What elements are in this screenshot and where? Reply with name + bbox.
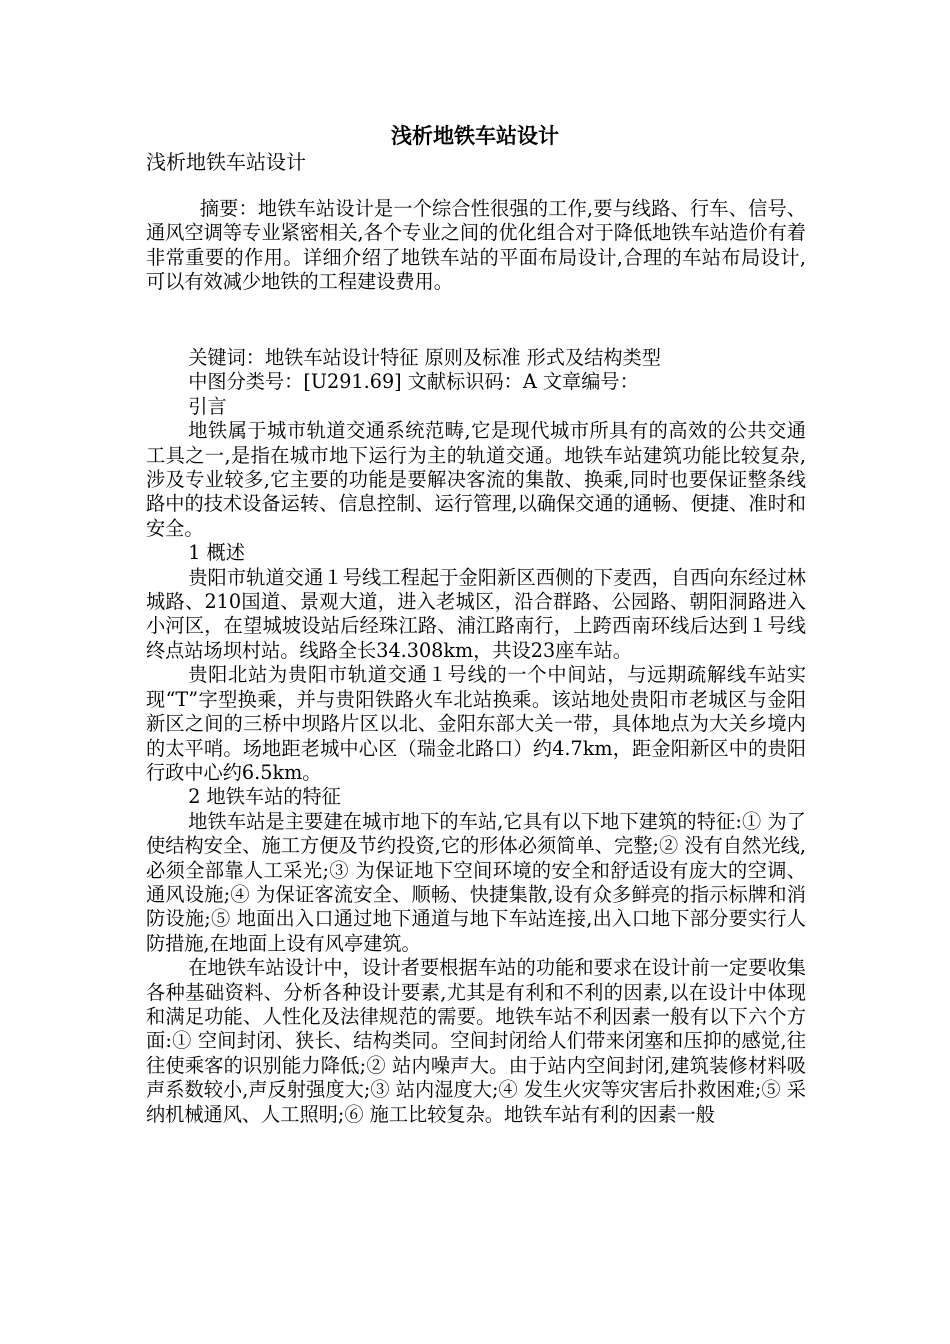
section1-heading: 1 概述 [188, 541, 245, 565]
section2-heading: 2 地铁车站的特征 [188, 785, 341, 809]
main-text-block [146, 346, 806, 1127]
section1-paragraph-2: 贵阳北站为贵阳市轨道交通１号线的一个中间站，与远期疏解线车站实现“T”字型换乘，并与贵阳铁路火车北站换乘。该站地处贵阳市老城区与金阳新区之间的三桥中坝路片区以北、金阳东部大关一带，具体地点为大关乡境内的太平哨。场地距老城中心区（瑞金北路口）约4.7km，距金阳新区中的贵阳行政中心约6.5km。 [146, 663, 806, 784]
abstract-paragraph: 摘要：地铁车站设计是一个综合性很强的工作,要与线路、行车、信号、通风空调等专业紧密相关,各个专业之间的优化组合对于降低地铁车站造价有着非常重要的作用。详细介绍了地铁车站的平面布局设计,合理的车站布局设计,可以有效减少地铁的工程建设费用。 [146, 197, 806, 294]
classification-line: 中图分类号：[U291.69] 文献标识码：A 文章编号： [188, 370, 639, 394]
section1-paragraph-1: 贵阳市轨道交通１号线工程起于金阳新区西侧的下麦西，自西向东经过林城路、210国道、景观大道，进入老城区，沿合群路、公园路、朝阳洞路进入小河区，在望城坡设站后经珠江路、浦江路南行，上跨西南环线后达到１号线终点站场坝村站。线路全长34.308km，共设23座车站。 [146, 565, 806, 662]
document-subtitle: 浅析地铁车站设计 [146, 150, 306, 174]
abstract-block [146, 197, 806, 295]
section2-paragraph-1: 地铁车站是主要建在城市地下的车站,它具有以下地下建筑的特征:① 为了使结构安全、施工方便及节约投资,它的形体必须简单、完整;② 没有自然光线,必须全部靠人工采光;③ 为保证地下空间环境的安全和舒适设有庞大的空调、通风设施;④ 为保证客流安全、顺畅、快捷集散,设有众多鲜亮的指示标牌和消防设施;⑤ 地面出入口通过地下通道与地下车站连接,出入口地下部分要实行人防措施,在地面上设有风亭建筑。 [146, 809, 806, 955]
section2-paragraph-2: 在地铁车站设计中，设计者要根据车站的功能和要求在设计前一定要收集各种基础资料、分析各种设计要素,尤其是有利和不利的因素,以在设计中体现和满足功能、人性化及法律规范的需要。地铁车站不利因素一般有以下六个方面:① 空间封闭、狭长、结构类同。空间封闭给人们带来闭塞和压抑的感觉,往往使乘客的识别能力降低;② 站内噪声大。由于站内空间封闭,建筑装修材料吸声系数较小,声反射强度大;③ 站内湿度大;④ 发生火灾等灾害后扑救困难;⑤ 采纳机械通风、人工照明;⑥ 施工比较复杂。地铁车站有利的因素一般 [146, 956, 806, 1126]
intro-paragraph: 地铁属于城市轨道交通系统范畴,它是现代城市所具有的高效的公共交通工具之一,是指在城市地下运行为主的轨道交通。地铁车站建筑功能比较复杂,涉及专业较多,它主要的功能是要解决客流的集散、换乘,同时也要保证整条线路中的技术设备运转、信息控制、运行管理,以确保交通的通畅、便捷、准时和安全。 [146, 419, 806, 540]
document-title: 浅析地铁车站设计 [391, 123, 559, 148]
intro-heading: 引言 [188, 394, 227, 418]
keywords-line: 关键词：地铁车站设计特征 原则及标准 形式及结构类型 [188, 346, 661, 369]
